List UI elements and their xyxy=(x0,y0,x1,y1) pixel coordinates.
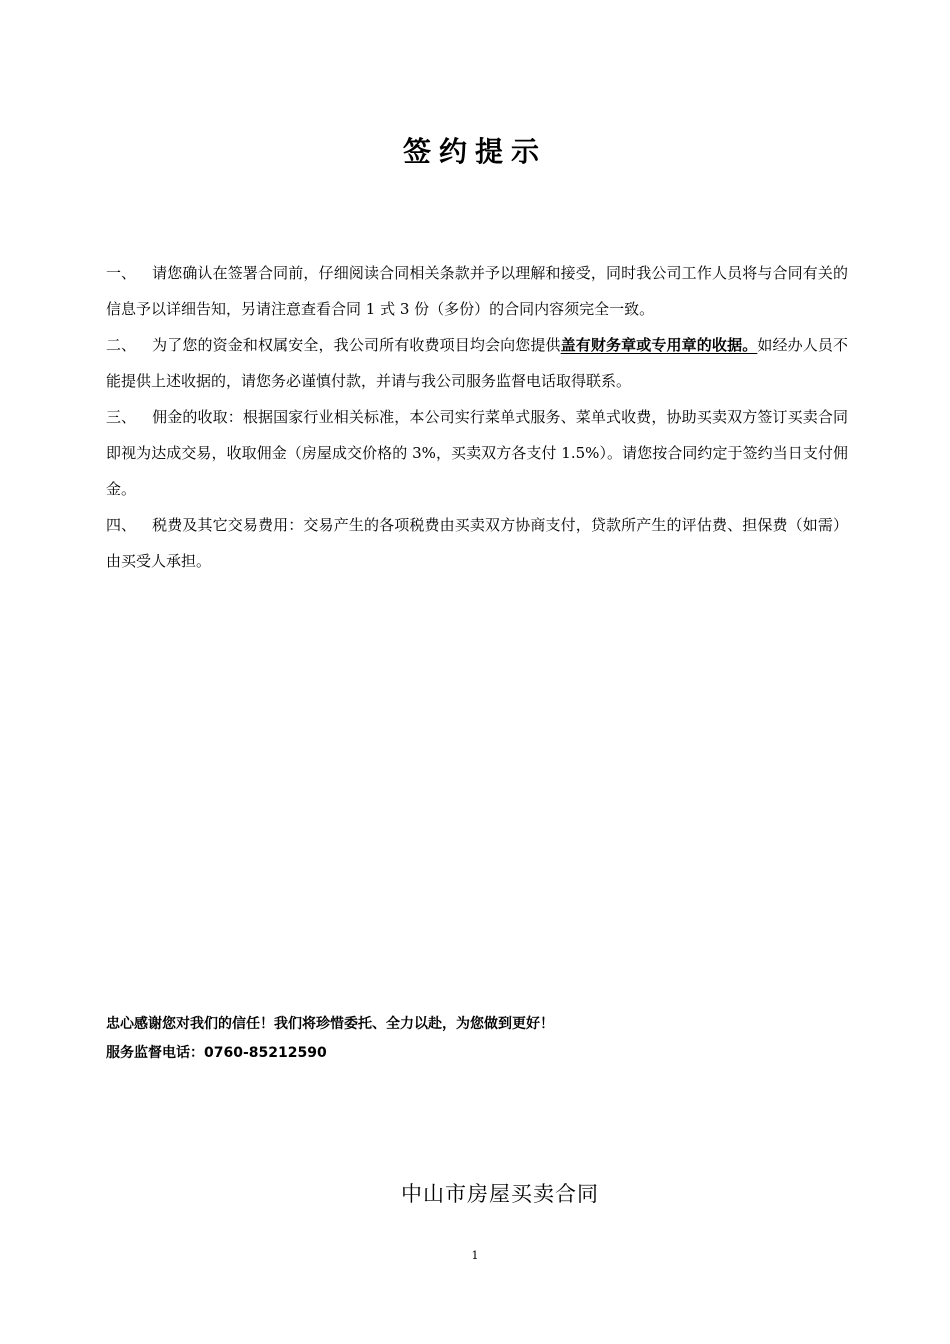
item-text: 请您确认在签署合同前，仔细阅读合同相关条款并予以理解和接受，同时我公司工作人员将与合同有关的信息予以详细告知，另请注意查看合同 1 式 3 份（多份）的合同内容须完全一致。 xyxy=(106,264,848,318)
page-title: 签约提示 xyxy=(402,135,547,168)
notice-item-1 xyxy=(106,255,848,327)
item-text: 佣金的收取：根据国家行业相关标准，本公司实行菜单式服务、菜单式收费，协助买卖双方签订买卖合同即视为达成交易，收取佣金（房屋成交价格的 3%，买卖双方各支付 1.5%）。请您按合同约定于签约当日支付佣金。 xyxy=(106,408,848,498)
notice-body xyxy=(106,255,848,579)
contract-title: 中山市房屋买卖合同 xyxy=(401,1182,599,1206)
item-text-before: 为了您的资金和权属安全，我公司所有收费项目均会向您提供 xyxy=(152,336,561,354)
item-number: 一、 xyxy=(106,264,137,282)
item-number: 二、 xyxy=(106,336,137,354)
item-text-after: 如经办人员不能提供上述收据的，请您务必谨慎付款，并请与我公司服务监督电话取得联系。 xyxy=(106,336,848,390)
notice-item-3 xyxy=(106,399,848,507)
thanks-message: 忠心感谢您对我们的信任！我们将珍惜委托、全力以赴，为您做到更好！ xyxy=(106,1016,554,1032)
notice-item-2 xyxy=(106,327,848,399)
page-number: 1 xyxy=(471,1249,479,1262)
service-hotline: 服务监督电话：0760-85212590 xyxy=(106,1045,327,1061)
item-text: 税费及其它交易费用：交易产生的各项税费由买卖双方协商支付，贷款所产生的评估费、担保费（如需）由买受人承担。 xyxy=(106,516,848,570)
notice-item-4 xyxy=(106,507,848,579)
closing-block xyxy=(106,1010,554,1068)
item-number: 四、 xyxy=(106,516,137,534)
item-number: 三、 xyxy=(106,408,137,426)
receipt-emphasis: 盖有财务章或专用章的收据。 xyxy=(560,336,758,354)
